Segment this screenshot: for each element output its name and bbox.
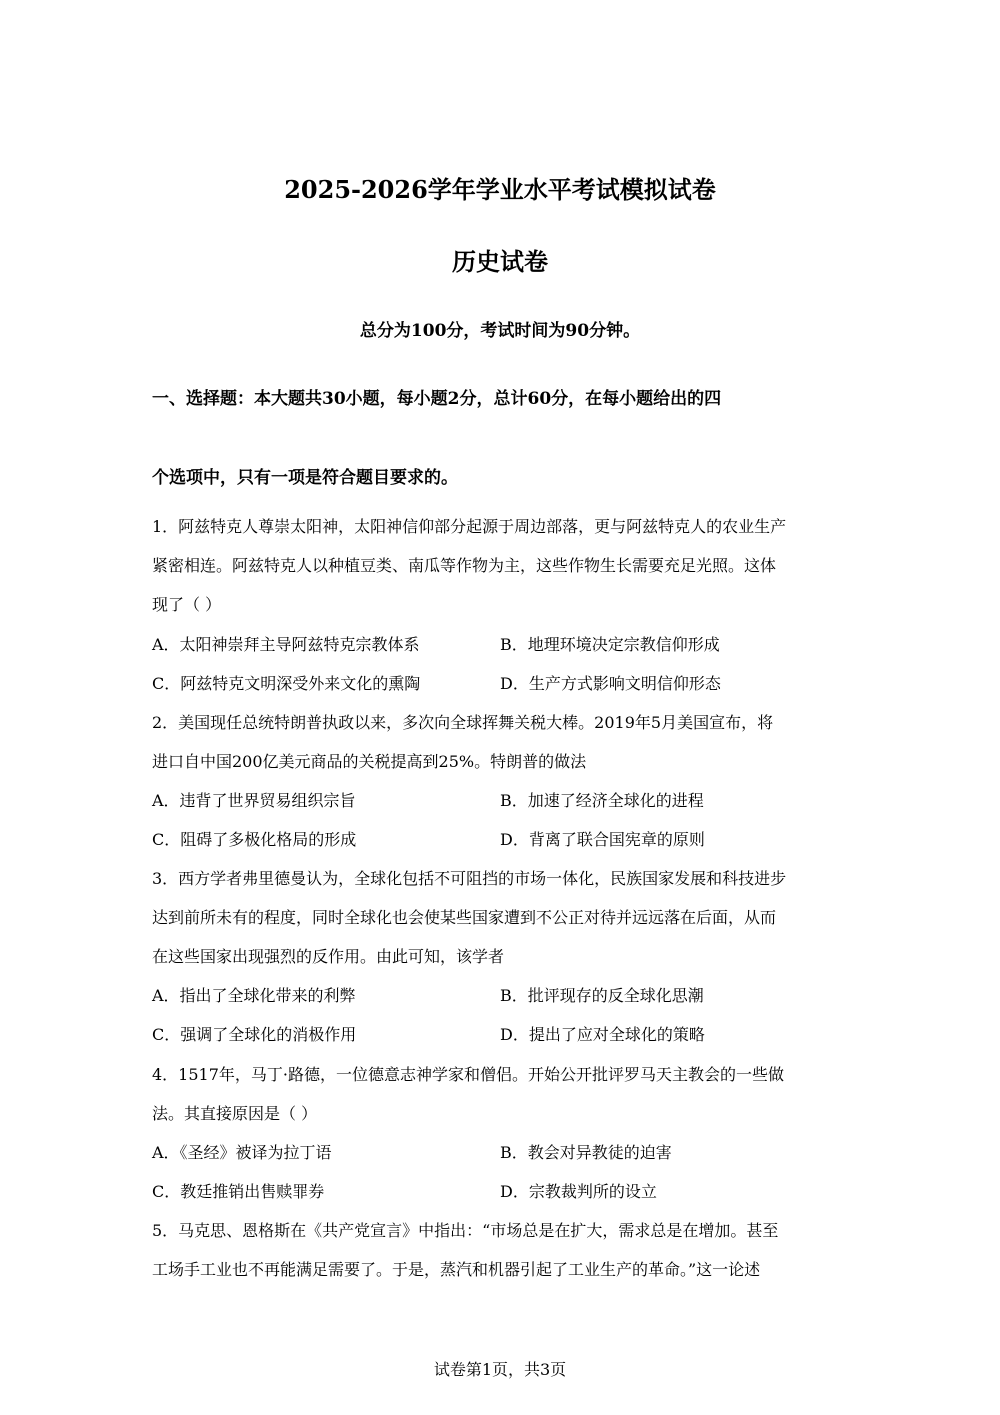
section-heading-line: 个选项中，只有一项是符合题目要求的。 <box>152 468 458 488</box>
question-3-option-c: C．强调了全球化的消极作用 <box>152 1025 357 1044</box>
question-1-option-a: A．太阳神崇拜主导阿兹特克宗教体系 <box>152 635 420 654</box>
question-1-option-c: C．阿兹特克文明深受外来文化的熏陶 <box>152 674 421 693</box>
question-1-stem-line: 紧密相连。阿兹特克人以种植豆类、南瓜等作物为主，这些作物生长需要充足光照。这体 <box>152 556 777 575</box>
question-5-stem-line: 5．马克思、恩格斯在《共产党宣言》中指出：“市场总是在扩大，需求总是在增加。甚至 <box>152 1221 779 1240</box>
question-3-option-b: B．批评现存的反全球化思潮 <box>500 986 704 1005</box>
question-4-option-b: B．教会对异教徒的迫害 <box>500 1143 672 1162</box>
question-1-stem-line: 现了（ ） <box>152 595 222 614</box>
question-4-stem-line: 4．1517年，马丁·路德，一位德意志神学家和僧侣。开始公开批评罗马天主教会的一些做 <box>152 1065 784 1084</box>
question-2-stem-line: 进口自中国200亿美元商品的关税提高到25%。特朗普的做法 <box>152 752 587 771</box>
page-footer: 试卷第1页，共3页 <box>433 1360 567 1379</box>
question-1-option-d: D．生产方式影响文明信仰形态 <box>500 674 721 693</box>
subject-title: 历史试卷 <box>452 247 548 276</box>
question-3-stem-line: 在这些国家出现强烈的反作用。由此可知，该学者 <box>152 947 505 966</box>
exam-title: 2025-2026学年学业水平考试模拟试卷 <box>284 175 716 204</box>
question-3-stem-line: 3．西方学者弗里德曼认为，全球化包括不可阻挡的市场一体化，民族国家发展和科技进步 <box>152 869 787 888</box>
question-2-option-c: C．阻碍了多极化格局的形成 <box>152 830 357 849</box>
question-5-stem-line: 工场手工业也不再能满足需要了。于是，蒸汽和机器引起了工业生产的革命。”这一论述 <box>152 1260 761 1279</box>
question-4-stem-line: 法。其直接原因是（ ） <box>152 1104 318 1123</box>
section-heading-line: 一、选择题：本大题共30小题，每小题2分，总计60分，在每小题给出的四 <box>152 389 722 409</box>
question-3-stem-line: 达到前所未有的程度，同时全球化也会使某些国家遭到不公正对待并远远落在后面，从而 <box>152 908 777 927</box>
question-2-stem-line: 2．美国现任总统特朗普执政以来，多次向全球挥舞关税大棒。2019年5月美国宣布，将 <box>152 713 774 732</box>
question-4-option-a: A．《圣经》被译为拉丁语 <box>152 1143 332 1162</box>
question-2-option-a: A．违背了世界贸易组织宗旨 <box>152 791 356 810</box>
question-3-option-a: A．指出了全球化带来的利弊 <box>152 986 356 1005</box>
score-info: 总分为100分，考试时间为90分钟。 <box>359 321 641 341</box>
question-4-option-d: D．宗教裁判所的设立 <box>500 1182 657 1201</box>
question-2-option-b: B．加速了经济全球化的进程 <box>500 791 704 810</box>
question-4-option-c: C．教廷推销出售赎罪券 <box>152 1182 325 1201</box>
question-1-stem-line: 1．阿兹特克人尊崇太阳神，太阳神信仰部分起源于周边部落，更与阿兹特克人的农业生产 <box>152 517 787 536</box>
question-3-option-d: D．提出了应对全球化的策略 <box>500 1025 705 1044</box>
question-1-option-b: B．地理环境决定宗教信仰形成 <box>500 635 720 654</box>
question-2-option-d: D．背离了联合国宪章的原则 <box>500 830 705 849</box>
